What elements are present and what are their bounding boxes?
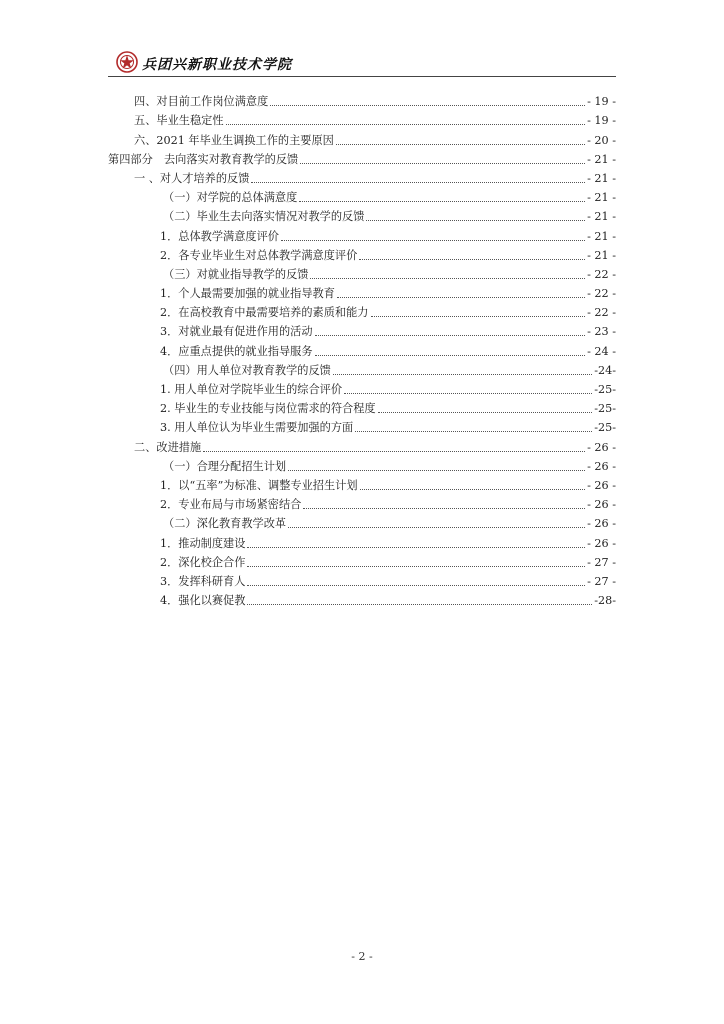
toc-entry[interactable] xyxy=(108,108,616,127)
toc-leader-dots xyxy=(371,316,586,317)
toc-entry-label: 2．深化校企合作 xyxy=(160,555,246,569)
toc-entry-label: 4．强化以赛促教 xyxy=(160,594,246,608)
toc-entry-page: - 19 - xyxy=(587,95,616,109)
toc-entry-label: （二）毕业生去向落实情况对教学的反馈 xyxy=(163,210,365,224)
toc-entry-label: 2．各专业毕业生对总体教学满意度评价 xyxy=(160,248,358,262)
toc-entry[interactable] xyxy=(108,396,616,415)
toc-leader-dots xyxy=(344,393,592,394)
toc-entry-page: - 26 - xyxy=(587,536,616,550)
toc-entry-page: - 22 - xyxy=(587,306,616,320)
toc-entry-page: -25- xyxy=(594,421,616,435)
school-emblem-icon xyxy=(116,51,138,73)
toc-entry-page: - 26 - xyxy=(587,459,616,473)
toc-entry[interactable] xyxy=(108,473,616,492)
toc-entry[interactable] xyxy=(108,300,616,319)
toc-entry[interactable] xyxy=(108,166,616,185)
toc-entry-label: 六、2021 年毕业生调换工作的主要原因 xyxy=(134,133,334,147)
toc-leader-dots xyxy=(315,355,586,356)
toc-entry-label: 四、对目前工作岗位满意度 xyxy=(134,95,269,109)
toc-entry-label: （二）深化教育教学改革 xyxy=(163,517,287,531)
toc-entry-page: - 26 - xyxy=(587,517,616,531)
toc-entry-page: - 21 - xyxy=(587,171,616,185)
toc-entry-label: 1．推动制度建设 xyxy=(160,536,246,550)
toc-entry-page: - 21 - xyxy=(587,191,616,205)
toc-entry-label: 第四部分 去向落实对教育教学的反馈 xyxy=(108,152,299,166)
toc-leader-dots xyxy=(247,604,592,605)
toc-entry[interactable] xyxy=(108,550,616,569)
toc-entry-label: 二、改进措施 xyxy=(134,440,202,454)
table-of-contents xyxy=(108,89,616,607)
toc-entry[interactable] xyxy=(108,204,616,223)
toc-entry-page: - 19 - xyxy=(587,114,616,128)
toc-entry-page: - 22 - xyxy=(587,287,616,301)
toc-entry[interactable] xyxy=(108,454,616,473)
page-header xyxy=(108,48,616,76)
toc-entry-page: - 24 - xyxy=(587,344,616,358)
toc-entry[interactable] xyxy=(108,281,616,300)
toc-leader-dots xyxy=(303,508,585,509)
toc-entry-page: -24- xyxy=(594,363,616,377)
toc-entry-label: 五、毕业生稳定性 xyxy=(134,114,224,128)
toc-entry[interactable] xyxy=(108,511,616,530)
toc-leader-dots xyxy=(226,124,586,125)
toc-entry-label: 2. 毕业生的专业技能与岗位需求的符合程度 xyxy=(160,402,376,416)
header-rule xyxy=(108,76,616,77)
toc-entry[interactable] xyxy=(108,185,616,204)
toc-entry-label: （一）合理分配招生计划 xyxy=(163,459,287,473)
toc-entry[interactable] xyxy=(108,588,616,607)
toc-entry[interactable] xyxy=(108,434,616,453)
toc-entry-page: - 26 - xyxy=(587,440,616,454)
toc-leader-dots xyxy=(288,470,585,471)
toc-leader-dots xyxy=(336,144,585,145)
toc-leader-dots xyxy=(337,297,585,298)
toc-leader-dots xyxy=(359,259,585,260)
page-number: - 2 - xyxy=(351,950,373,963)
toc-leader-dots xyxy=(203,451,585,452)
toc-leader-dots xyxy=(247,566,585,567)
toc-leader-dots xyxy=(300,163,585,164)
toc-leader-dots xyxy=(247,547,585,548)
toc-entry[interactable] xyxy=(108,223,616,242)
toc-leader-dots xyxy=(251,182,585,183)
toc-entry[interactable] xyxy=(108,89,616,108)
toc-leader-dots xyxy=(247,585,585,586)
toc-entry-page: -28- xyxy=(594,594,616,608)
toc-entry[interactable] xyxy=(108,377,616,396)
toc-entry-label: （一）对学院的总体满意度 xyxy=(163,191,298,205)
toc-leader-dots xyxy=(281,240,585,241)
toc-entry-page: - 21 - xyxy=(587,229,616,243)
toc-leader-dots xyxy=(333,374,592,375)
toc-entry-label: （四）用人单位对教育教学的反馈 xyxy=(163,363,331,377)
toc-leader-dots xyxy=(355,431,592,432)
toc-leader-dots xyxy=(360,489,586,490)
toc-entry-label: 4．应重点提供的就业指导服务 xyxy=(160,344,313,358)
toc-entry-page: - 21 - xyxy=(587,248,616,262)
toc-entry-label: 1．总体教学满意度评价 xyxy=(160,229,279,243)
toc-entry[interactable] xyxy=(108,147,616,166)
toc-entry[interactable] xyxy=(108,127,616,146)
toc-entry-page: - 26 - xyxy=(587,498,616,512)
toc-entry[interactable] xyxy=(108,358,616,377)
toc-entry-page: - 20 - xyxy=(587,133,616,147)
toc-entry-page: - 27 - xyxy=(587,555,616,569)
toc-entry-label: 3．发挥科研育人 xyxy=(160,574,246,588)
toc-entry-label: 一 、对人才培养的反馈 xyxy=(134,171,250,185)
toc-entry-page: -25- xyxy=(594,383,616,396)
toc-leader-dots xyxy=(315,335,586,336)
toc-entry-page: - 27 - xyxy=(587,574,616,588)
toc-entry-page: - 26 - xyxy=(587,478,616,492)
toc-entry-label: 2．在高校教育中最需要培养的素质和能力 xyxy=(160,306,369,320)
toc-leader-dots xyxy=(366,220,585,221)
toc-leader-dots xyxy=(270,105,585,106)
school-name: 兵团兴新职业技术学院 xyxy=(142,57,292,73)
toc-entry[interactable] xyxy=(108,569,616,588)
toc-entry-page: - 23 - xyxy=(587,325,616,339)
toc-entry[interactable] xyxy=(108,338,616,357)
toc-entry-page: -25- xyxy=(594,402,616,416)
toc-entry[interactable] xyxy=(108,262,616,281)
toc-entry-label: （三）对就业指导教学的反馈 xyxy=(163,267,309,281)
toc-entry-label: 3．对就业最有促进作用的活动 xyxy=(160,325,313,339)
toc-entry[interactable] xyxy=(108,492,616,511)
toc-entry-page: - 21 - xyxy=(587,210,616,224)
toc-entry-label: 1．以“五率”为标准、调整专业招生计划 xyxy=(160,478,358,492)
toc-leader-dots xyxy=(378,412,593,413)
toc-entry-page: - 22 - xyxy=(587,267,616,281)
toc-entry-label: 1．个人最需要加强的就业指导教育 xyxy=(160,287,335,301)
toc-entry-label: 1. 用人单位对学院毕业生的综合评价 xyxy=(160,383,343,396)
toc-leader-dots xyxy=(299,201,585,202)
toc-entry-label: 3. 用人单位认为毕业生需要加强的方面 xyxy=(160,421,354,435)
toc-entry-label: 2．专业布局与市场紧密结合 xyxy=(160,498,302,512)
toc-entry[interactable] xyxy=(108,530,616,549)
toc-entry-page: - 21 - xyxy=(587,152,616,166)
toc-leader-dots xyxy=(310,278,585,279)
toc-entry[interactable] xyxy=(108,319,616,338)
toc-entry[interactable] xyxy=(108,243,616,262)
toc-entry[interactable] xyxy=(108,415,616,434)
toc-leader-dots xyxy=(288,527,585,528)
